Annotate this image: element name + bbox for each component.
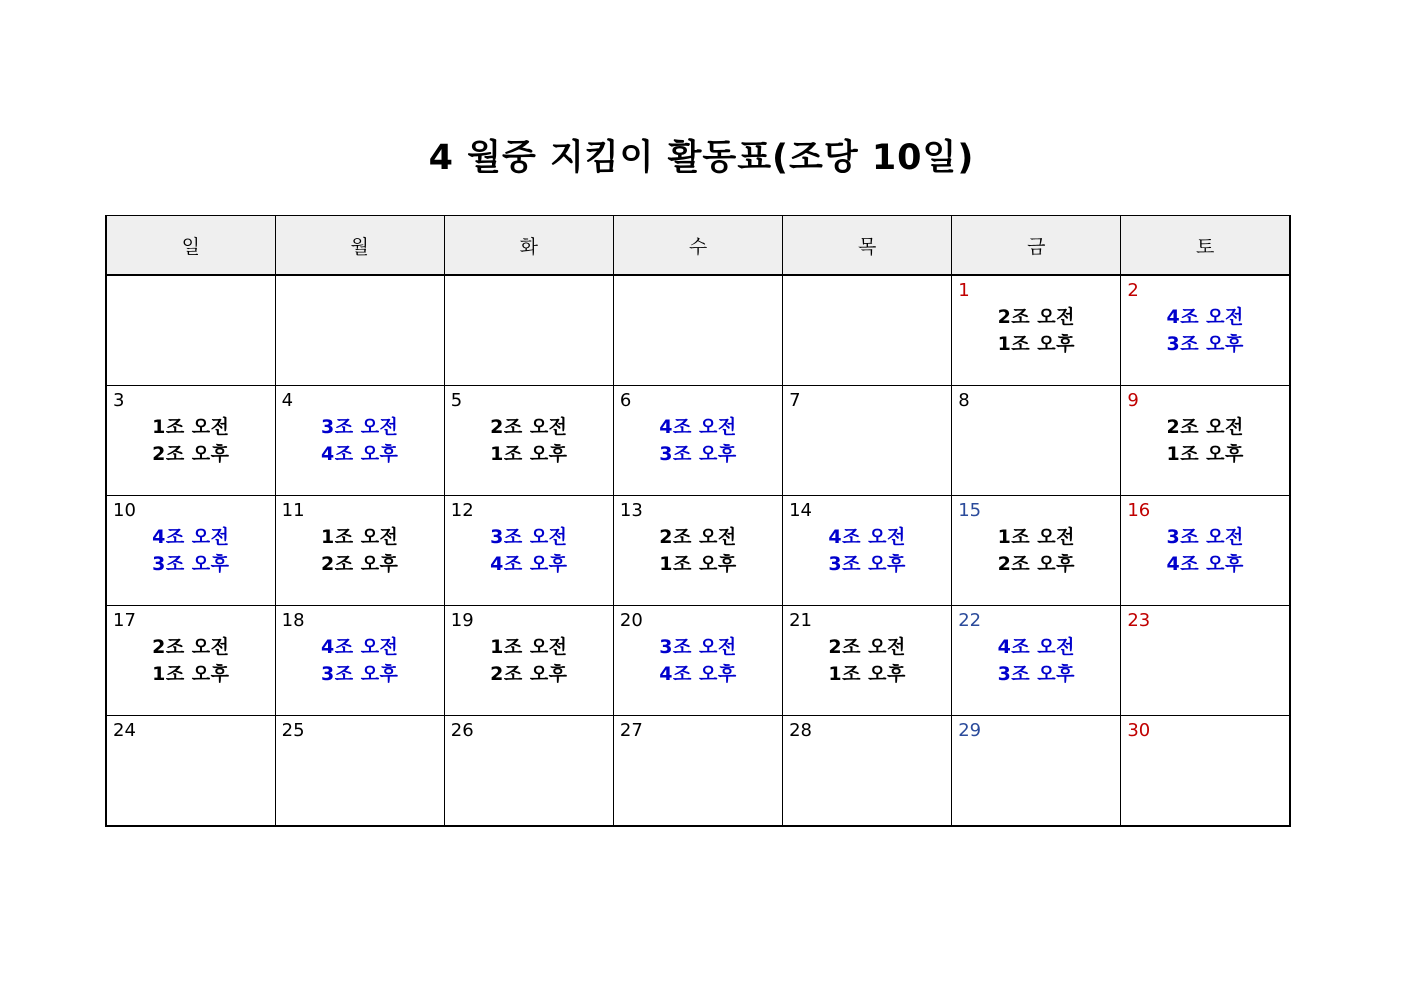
activity-calendar-table [105,215,1291,827]
calendar-header-row-group [106,216,1290,276]
shift-entry: 4조 오후 [659,663,737,685]
calendar-day-cell[interactable] [613,716,782,827]
day-number: 16 [1127,500,1151,521]
shift-entry: 4조 오전 [828,526,906,548]
calendar-day-cell[interactable] [952,716,1121,827]
day-shift-list [783,411,951,414]
day-shift-list [1121,301,1289,358]
shift-entry: 3조 오전 [490,526,568,548]
day-shift-list [107,631,275,688]
shift-entry: 1조 오후 [828,663,906,685]
calendar-day-cell[interactable] [952,606,1121,716]
calendar-week-row [106,716,1290,827]
shift-entry: 2조 오후 [321,553,399,575]
day-shift-list [445,741,613,744]
day-shift-list [107,301,275,304]
day-shift-list [614,301,782,304]
day-number: 21 [789,610,812,631]
calendar-day-cell[interactable] [783,386,952,496]
day-shift-list [952,301,1120,358]
calendar-day-cell[interactable] [106,386,275,496]
day-number: 23 [1127,610,1151,631]
shift-entry: 4조 오전 [152,526,230,548]
day-number [445,276,613,301]
shift-entry: 2조 오전 [152,636,230,658]
day-shift-list [445,631,613,688]
calendar-day-cell[interactable] [444,606,613,716]
shift-entry: 2조 오후 [490,663,568,685]
shift-entry: 4조 오전 [659,416,737,438]
day-number: 6 [619,390,632,411]
day-number: 30 [1127,720,1151,741]
day-shift-list [952,411,1120,414]
calendar-day-cell[interactable] [952,275,1121,386]
day-shift-list [107,411,275,468]
day-shift-list [952,741,1120,744]
day-shift-list [1121,631,1289,634]
day-shift-list [614,631,782,688]
day-number: 2 [1127,280,1139,301]
day-shift-list [276,521,444,578]
day-number: 11 [281,500,305,521]
weekday-header-mon: 월 [275,216,444,276]
day-number: 13 [619,500,643,521]
day-shift-list [445,411,613,468]
shift-entry: 4조 오후 [321,443,399,465]
day-number: 7 [789,390,801,411]
weekday-header-tue: 화 [444,216,613,276]
shift-entry: 1조 오후 [997,333,1075,355]
weekday-header-sun: 일 [106,216,275,276]
calendar-day-cell[interactable] [275,275,444,386]
shift-entry: 3조 오후 [321,663,399,685]
calendar-day-cell[interactable] [444,386,613,496]
shift-entry: 4조 오후 [1166,553,1244,575]
calendar-day-cell[interactable] [613,606,782,716]
day-number: 12 [450,500,474,521]
shift-entry: 3조 오전 [659,636,737,658]
day-number: 10 [113,500,136,521]
shift-entry: 4조 오전 [1166,306,1244,328]
shift-entry: 1조 오후 [152,663,230,685]
shift-entry: 1조 오전 [152,416,230,438]
weekday-header-thu: 목 [783,216,952,276]
shift-entry: 3조 오후 [997,663,1075,685]
shift-entry: 1조 오후 [1166,443,1244,465]
calendar-day-cell[interactable] [952,386,1121,496]
calendar-day-cell[interactable] [613,275,782,386]
calendar-header-row [106,216,1290,276]
calendar-body [106,275,1290,826]
day-number: 22 [958,610,982,631]
calendar-day-cell[interactable] [106,496,275,606]
calendar-week-row [106,496,1290,606]
day-shift-list [276,631,444,688]
day-shift-list [276,411,444,468]
shift-entry: 4조 오전 [321,636,399,658]
day-number: 15 [958,500,982,521]
shift-entry: 1조 오후 [490,443,568,465]
calendar-week-row [106,275,1290,386]
shift-entry: 2조 오후 [152,443,230,465]
shift-entry: 2조 오전 [997,306,1075,328]
calendar-day-cell[interactable] [952,496,1121,606]
day-shift-list [783,741,951,744]
calendar-day-cell[interactable] [444,275,613,386]
day-shift-list [276,301,444,304]
calendar-day-cell[interactable] [613,496,782,606]
day-number: 26 [450,720,474,741]
calendar-day-cell[interactable] [444,496,613,606]
calendar-day-cell[interactable] [783,606,952,716]
calendar-day-cell[interactable] [275,386,444,496]
day-number: 29 [958,720,982,741]
calendar-week-row [106,606,1290,716]
shift-entry: 3조 오전 [1166,526,1244,548]
shift-entry: 2조 오전 [490,416,568,438]
day-number: 24 [113,720,136,741]
day-shift-list [1121,521,1289,578]
day-shift-list [614,741,782,744]
shift-entry: 4조 오전 [997,636,1075,658]
day-number: 19 [450,610,474,631]
shift-entry: 1조 오전 [321,526,399,548]
shift-entry: 3조 오후 [828,553,906,575]
shift-entry: 2조 오전 [828,636,906,658]
day-shift-list [1121,741,1289,744]
calendar-day-cell[interactable] [783,716,952,827]
day-shift-list [783,521,951,578]
page-title: 4 월중 지킴이 활동표(조당 10일) [428,138,975,178]
day-number: 28 [789,720,812,741]
shift-entry: 2조 오전 [659,526,737,548]
day-number [783,276,951,301]
day-shift-list [445,521,613,578]
day-shift-list [952,631,1120,688]
shift-entry: 1조 오전 [997,526,1075,548]
shift-entry: 3조 오전 [321,416,399,438]
calendar-day-cell[interactable] [444,716,613,827]
weekday-header-sat: 토 [1121,216,1290,276]
calendar-week-row [106,386,1290,496]
weekday-header-fri: 금 [952,216,1121,276]
day-number: 5 [450,390,463,411]
shift-entry: 4조 오후 [490,553,568,575]
day-number: 20 [619,610,643,631]
calendar-day-cell[interactable] [613,386,782,496]
calendar-day-cell[interactable] [106,275,275,386]
shift-entry: 3조 오후 [659,443,737,465]
shift-entry: 1조 오전 [490,636,568,658]
day-number: 4 [281,390,294,411]
day-shift-list [952,521,1120,578]
calendar-day-cell[interactable] [1121,716,1290,827]
day-shift-list [783,301,951,304]
day-number: 9 [1127,390,1139,411]
shift-entry: 3조 오후 [152,553,230,575]
day-shift-list [107,741,275,744]
shift-entry: 2조 오전 [1166,416,1244,438]
calendar-day-cell[interactable] [783,275,952,386]
day-number: 27 [619,720,643,741]
day-shift-list [445,301,613,304]
day-number: 8 [958,390,970,411]
shift-entry: 1조 오후 [659,553,737,575]
calendar-day-cell[interactable] [275,606,444,716]
calendar-day-cell[interactable] [275,716,444,827]
day-shift-list [276,741,444,744]
day-number: 14 [789,500,812,521]
day-number: 3 [113,390,125,411]
weekday-header-wed: 수 [613,216,782,276]
calendar-day-cell[interactable] [106,606,275,716]
day-number: 25 [281,720,305,741]
day-number: 17 [113,610,136,631]
day-number: 18 [281,610,305,631]
day-shift-list [107,521,275,578]
day-shift-list [1121,411,1289,468]
day-shift-list [614,411,782,468]
day-number: 1 [958,280,970,301]
shift-entry: 3조 오후 [1166,333,1244,355]
calendar-day-cell[interactable] [1121,386,1290,496]
day-number [276,276,444,301]
day-number [614,276,782,301]
calendar-day-cell[interactable] [1121,275,1290,386]
calendar-day-cell[interactable] [275,496,444,606]
day-shift-list [783,631,951,688]
calendar-day-cell[interactable] [106,716,275,827]
calendar-day-cell[interactable] [783,496,952,606]
calendar-day-cell[interactable] [1121,496,1290,606]
calendar-day-cell[interactable] [1121,606,1290,716]
day-shift-list [614,521,782,578]
day-number [107,276,275,301]
shift-entry: 2조 오후 [997,553,1075,575]
